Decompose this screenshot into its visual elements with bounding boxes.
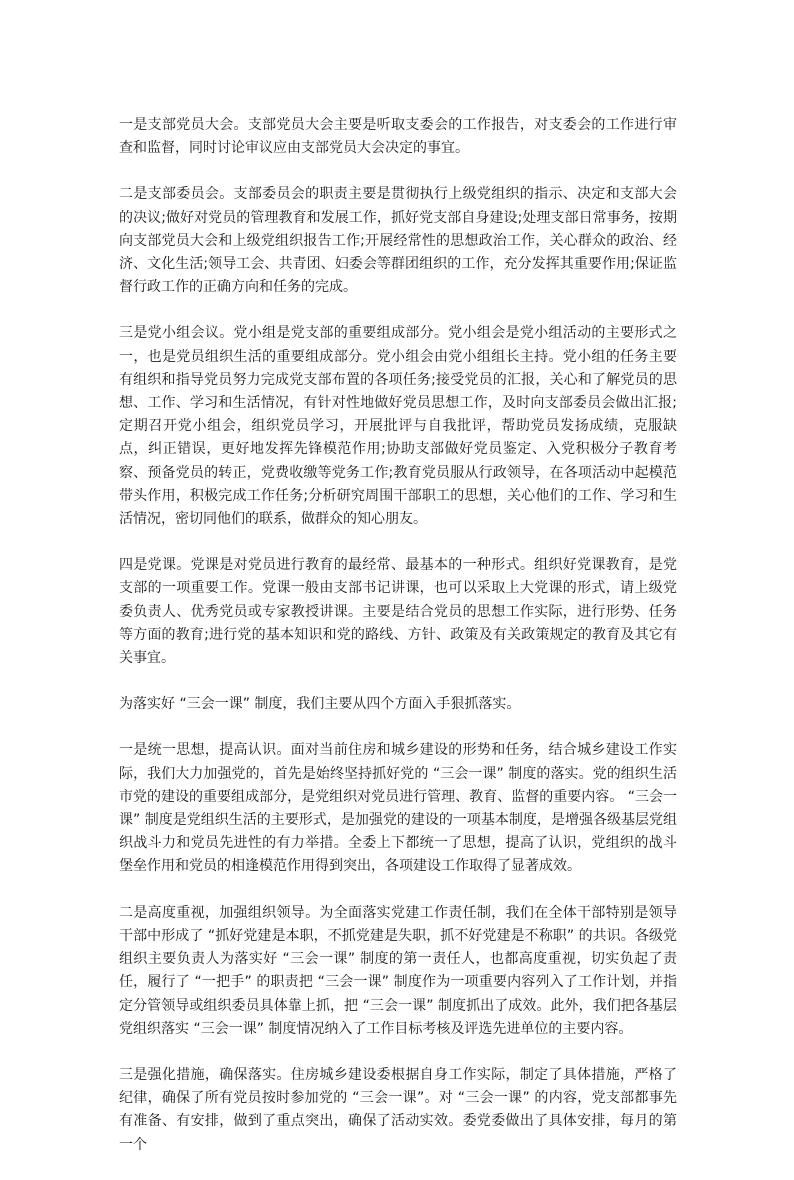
- paragraph-unify-thinking: 一是统一思想，提高认识。面对当前住房和城乡建设的形势和任务，结合城乡建设工作实际，我们大力加强党的，首先是始终坚持抓好党的 “三会一课” 制度的落实。党的组织生活市党的建设的重要组成部分，是党组织对党员进行管理、教育、监督的重要内容。 “三会一课” 制度是党组织生活的主要形式，是加强党的建设的一项基本制度，是增强各级基层党组织战斗力和党员先进性的有力举措。全委上下都统一了思想，提高了认识，党组织的战斗堡垒作用和党员的相逢模范作用得到突出，各项建设工作取得了显著成效。: [119, 742, 677, 875]
- paragraph-leadership: 二是高度重视，加强组织领导。为全面落实党建工作责任制，我们在全体干部特别是领导干部中形成了 “抓好党建是本职，不抓党建是失职，抓不好党建是不称职” 的共识。各级党组织主要负责人为落实好 “三会一课” 制度的第一责任人，也都高度重视，切实负起了责任，履行了 “一把手” 的职责把 “三会一课” 制度作为一项重要内容列入了工作计划，并指定分管领导或组织委员具体靠上抓，把 “三会一课” 制度抓出了成效。此外，我们把各基层党组织落实 “三会一课” 制度情况纳入了工作目标考核及评选先进单位的主要内容。: [119, 904, 677, 1037]
- paragraph-party-lecture: 四是党课。党课是对党员进行教育的最经常、最基本的一种形式。组织好党课教育，是党支部的一项重要工作。党课一般由支部书记讲课，也可以采取上大党课的形式，请上级党委负责人、优秀党员或专家教授讲课。主要是结合党员的思想工作实际，进行形势、任务等方面的教育;进行党的基本知识和党的路线、方针、政策及有关政策规定的教育及其它有关事宜。: [119, 557, 677, 667]
- paragraph-branch-assembly: 一是支部党员大会。支部党员大会主要是听取支委会的工作报告，对支委会的工作进行审查和监督，同时讨论审议应由支部党员大会决定的事宜。: [119, 117, 677, 157]
- paragraph-measures: 三是强化措施，确保落实。住房城乡建设委根据自身工作实际，制定了具体措施，严格了纪律，确保了所有党员按时参加党的 “三会一课”。对 “三会一课” 的内容，党支部都事先有准备、有安排，做到了重点突出，确保了活动实效。委党委做出了具体安排，每月的第一个: [119, 1066, 677, 1153]
- paragraph-implementation-intro: 为落实好 “三会一课” 制度，我们主要从四个方面入手狠抓落实。: [119, 696, 521, 713]
- document-body: [119, 114, 677, 1180]
- paragraph-party-group-meeting: 三是党小组会议。党小组是党支部的重要组成部分。党小组会是党小组活动的主要形式之一，也是党员组织生活的重要组成部分。党小组会由党小组组长主持。党小组的任务主要有组织和指导党员努力完成党支部布置的各项任务;接受党员的汇报，关心和了解党员的思想、工作、学习和生活情况，有针对性地做好党员思想工作，及时向支部委员会做出汇报;定期召开党小组会，组织党员学习，开展批评与自我批评，帮助党员发扬成绩，克服缺点，纠正错误，更好地发挥先锋模范作用;协助支部做好党员鉴定、入党积极分子教育考察、预备党员的转正，党费收缴等党务工作;教育党员服从行政领导，在各项活动中起模范带头作用，积极完成工作任务;分析研究周围干部职工的思想，关心他们的工作、学习和生活情况，密切同他们的联系，做群众的知心朋友。: [119, 325, 677, 528]
- paragraph-branch-committee: 二是支部委员会。支部委员会的职责主要是贯彻执行上级党组织的指示、决定和支部大会的决议;做好对党员的管理教育和发展工作，抓好党支部自身建设;处理支部日常事务，按期向支部党员大会和上级党组织报告工作;开展经常性的思想政治工作，关心群众的政治、经济、文化生活;领导工会、共青团、妇委会等群团组织的工作，充分发挥其重要作用;保证监督行政工作的正确方向和任务的完成。: [119, 186, 677, 296]
